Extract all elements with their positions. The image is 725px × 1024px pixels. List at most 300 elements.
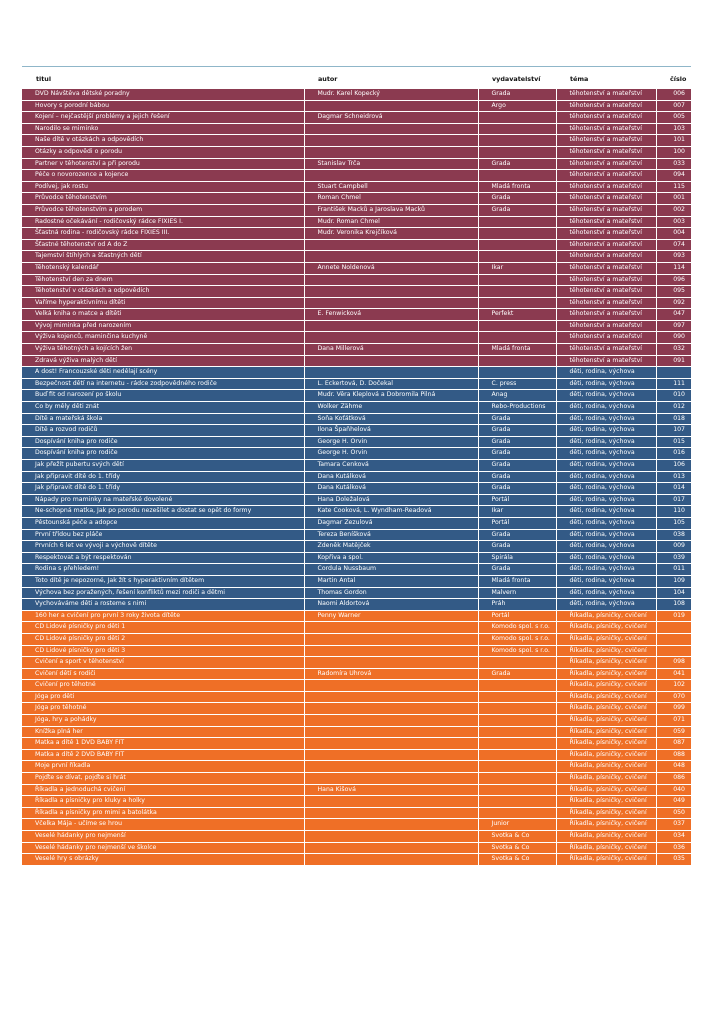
cell-author: L. Eckertová, D. Dočekal bbox=[304, 378, 478, 390]
cell-author: Thomas Gordon bbox=[304, 587, 478, 599]
cell-author bbox=[304, 738, 478, 750]
cell-number: 096 bbox=[656, 274, 691, 286]
cell-number: 016 bbox=[656, 448, 691, 460]
cell-title: Říkadla a písničky pro kluky a holky bbox=[22, 796, 304, 808]
cell-publisher bbox=[478, 355, 556, 367]
cell-topic: těhotenství a mateřství bbox=[556, 100, 656, 112]
cell-topic: děti, rodina, výchova bbox=[556, 483, 656, 495]
cell-author bbox=[304, 355, 478, 367]
table-row bbox=[22, 100, 691, 112]
cell-author bbox=[304, 715, 478, 727]
cell-author bbox=[304, 367, 478, 379]
cell-publisher: Grada bbox=[478, 483, 556, 495]
cell-topic: Říkadla, písničky, cvičení bbox=[556, 854, 656, 866]
book-table bbox=[22, 74, 691, 866]
cell-title: A dost! Francouzské děti nedělají scény bbox=[22, 367, 304, 379]
cell-topic: těhotenství a mateřství bbox=[556, 193, 656, 205]
cell-topic: těhotenství a mateřství bbox=[556, 355, 656, 367]
cell-publisher bbox=[478, 703, 556, 715]
cell-title: Jak připravit dítě do 1. třídy bbox=[22, 471, 304, 483]
cell-author: Wolker Zähme bbox=[304, 402, 478, 414]
table-row bbox=[22, 726, 691, 738]
cell-publisher bbox=[478, 135, 556, 147]
cell-publisher: Anag bbox=[478, 390, 556, 402]
cell-topic: těhotenství a mateřství bbox=[556, 320, 656, 332]
cell-author: Dana Millerová bbox=[304, 344, 478, 356]
table-row bbox=[22, 228, 691, 240]
table-row bbox=[22, 216, 691, 228]
cell-topic: děti, rodina, výchova bbox=[556, 552, 656, 564]
cell-number: 048 bbox=[656, 761, 691, 773]
table-row bbox=[22, 529, 691, 541]
table-row bbox=[22, 749, 691, 761]
cell-topic: děti, rodina, výchova bbox=[556, 517, 656, 529]
cell-number: 050 bbox=[656, 807, 691, 819]
cell-author bbox=[304, 807, 478, 819]
cell-author bbox=[304, 761, 478, 773]
cell-title: Těhotenství den za dnem bbox=[22, 274, 304, 286]
table-row bbox=[22, 146, 691, 158]
cell-author bbox=[304, 773, 478, 785]
table-row bbox=[22, 320, 691, 332]
cell-topic: děti, rodina, výchova bbox=[556, 367, 656, 379]
cell-number: 114 bbox=[656, 262, 691, 274]
table-row bbox=[22, 784, 691, 796]
cell-topic: těhotenství a mateřství bbox=[556, 332, 656, 344]
cell-author: Zdeněk Matějček bbox=[304, 541, 478, 553]
cell-author bbox=[304, 622, 478, 634]
cell-publisher bbox=[478, 773, 556, 785]
cell-author bbox=[304, 274, 478, 286]
table-row bbox=[22, 715, 691, 727]
cell-title: Vaříme hyperaktivnímu dítěti bbox=[22, 297, 304, 309]
cell-number: 103 bbox=[656, 123, 691, 135]
cell-publisher bbox=[478, 239, 556, 251]
cell-topic: děti, rodina, výchova bbox=[556, 564, 656, 576]
cell-topic: Říkadla, písničky, cvičení bbox=[556, 610, 656, 622]
cell-author bbox=[304, 297, 478, 309]
cell-author bbox=[304, 691, 478, 703]
cell-title: Jak připravit dítě do 1. třídy bbox=[22, 483, 304, 495]
cell-publisher: Grada bbox=[478, 529, 556, 541]
cell-number: 097 bbox=[656, 320, 691, 332]
table-row bbox=[22, 483, 691, 495]
cell-number: 105 bbox=[656, 517, 691, 529]
cell-publisher: Grada bbox=[478, 204, 556, 216]
table-row bbox=[22, 112, 691, 124]
cell-author bbox=[304, 819, 478, 831]
cell-number: 010 bbox=[656, 390, 691, 402]
table-row bbox=[22, 286, 691, 298]
cell-number: 108 bbox=[656, 599, 691, 611]
table-row bbox=[22, 471, 691, 483]
cell-author: Kate Cooková, L. Wyndham-Readová bbox=[304, 506, 478, 518]
cell-author bbox=[304, 645, 478, 657]
table-row bbox=[22, 622, 691, 634]
cell-number: 102 bbox=[656, 680, 691, 692]
cell-number: 040 bbox=[656, 784, 691, 796]
cell-publisher: Grada bbox=[478, 460, 556, 472]
cell-title: Jak přežít pubertu svých dětí bbox=[22, 460, 304, 472]
cell-number: 092 bbox=[656, 297, 691, 309]
cell-author: Penny Warner bbox=[304, 610, 478, 622]
table-row bbox=[22, 274, 691, 286]
cell-topic: děti, rodina, výchova bbox=[556, 599, 656, 611]
cell-author bbox=[304, 657, 478, 669]
table-row bbox=[22, 332, 691, 344]
cell-number: 018 bbox=[656, 413, 691, 425]
table-row bbox=[22, 738, 691, 750]
table-row bbox=[22, 807, 691, 819]
cell-publisher bbox=[478, 749, 556, 761]
cell-title: Šťastná rodina - rodičovský rádce FIXIES III. bbox=[22, 228, 304, 240]
cell-topic: děti, rodina, výchova bbox=[556, 587, 656, 599]
cell-topic: těhotenství a mateřství bbox=[556, 286, 656, 298]
cell-title: CD Lidové písničky pro děti 3 bbox=[22, 645, 304, 657]
table-row bbox=[22, 587, 691, 599]
cell-author: E. Fenwicková bbox=[304, 309, 478, 321]
cell-author: George H. Orvin bbox=[304, 436, 478, 448]
cell-number: 014 bbox=[656, 483, 691, 495]
cell-publisher bbox=[478, 680, 556, 692]
cell-title: CD Lidové písničky pro děti 2 bbox=[22, 633, 304, 645]
cell-number: 037 bbox=[656, 819, 691, 831]
cell-title: Jóga pro děti bbox=[22, 691, 304, 703]
table-row bbox=[22, 599, 691, 611]
cell-author bbox=[304, 123, 478, 135]
table-row bbox=[22, 135, 691, 147]
cell-publisher: Spirála bbox=[478, 552, 556, 564]
cell-topic: Říkadla, písničky, cvičení bbox=[556, 738, 656, 750]
cell-author: Mudr. Veronika Krejčíková bbox=[304, 228, 478, 240]
cell-number: 071 bbox=[656, 715, 691, 727]
cell-publisher: Komodo spol. s r.o. bbox=[478, 622, 556, 634]
cell-title: Toto dítě je nepozorné, Jak žít s hyperaktivním dítětem bbox=[22, 575, 304, 587]
cell-author: Roman Chmel bbox=[304, 193, 478, 205]
table-row bbox=[22, 181, 691, 193]
cell-title: Průvodce těhotenstvím bbox=[22, 193, 304, 205]
cell-topic: Říkadla, písničky, cvičení bbox=[556, 726, 656, 738]
cell-topic: těhotenství a mateřství bbox=[556, 239, 656, 251]
cell-publisher: Grada bbox=[478, 471, 556, 483]
cell-author bbox=[304, 680, 478, 692]
cell-publisher bbox=[478, 251, 556, 263]
cell-number: 109 bbox=[656, 575, 691, 587]
cell-title: Podívej, jak rostu bbox=[22, 181, 304, 193]
cell-number bbox=[656, 622, 691, 634]
cell-publisher: Komodo spol. s r.o. bbox=[478, 633, 556, 645]
cell-title: Dospívání kniha pro rodiče bbox=[22, 448, 304, 460]
header-title: titul bbox=[36, 75, 52, 83]
cell-topic: děti, rodina, výchova bbox=[556, 402, 656, 414]
header-topic: téma bbox=[570, 75, 589, 83]
cell-author bbox=[304, 100, 478, 112]
cell-number: 009 bbox=[656, 541, 691, 553]
cell-author bbox=[304, 239, 478, 251]
table-row bbox=[22, 552, 691, 564]
cell-topic: Říkadla, písničky, cvičení bbox=[556, 819, 656, 831]
cell-title: Ne-schopná matka, Jak po porodu nezešílet a dostat se opět do formy bbox=[22, 506, 304, 518]
cell-author: Tamara Cenková bbox=[304, 460, 478, 472]
table-row bbox=[22, 251, 691, 263]
cell-number: 011 bbox=[656, 564, 691, 576]
cell-title: Dítě a mateřská škola bbox=[22, 413, 304, 425]
cell-publisher: Ikar bbox=[478, 262, 556, 274]
cell-topic: těhotenství a mateřství bbox=[556, 146, 656, 158]
cell-title: Zdravá výživa malých dětí bbox=[22, 355, 304, 367]
cell-publisher bbox=[478, 738, 556, 750]
cell-topic: těhotenství a mateřství bbox=[556, 228, 656, 240]
cell-publisher: Portál bbox=[478, 517, 556, 529]
table-row bbox=[22, 517, 691, 529]
cell-title: Cvičení a sport v těhotenství bbox=[22, 657, 304, 669]
cell-author: Dagmar Zezulová bbox=[304, 517, 478, 529]
table-row bbox=[22, 367, 691, 379]
cell-title: Rodina s přehledem! bbox=[22, 564, 304, 576]
top-rule bbox=[22, 66, 691, 67]
cell-number: 104 bbox=[656, 587, 691, 599]
cell-topic: těhotenství a mateřství bbox=[556, 170, 656, 182]
cell-publisher: Svotka & Co bbox=[478, 854, 556, 866]
table-row bbox=[22, 239, 691, 251]
cell-number: 100 bbox=[656, 146, 691, 158]
cell-topic: Říkadla, písničky, cvičení bbox=[556, 831, 656, 843]
cell-author bbox=[304, 135, 478, 147]
cell-number: 017 bbox=[656, 494, 691, 506]
cell-publisher bbox=[478, 691, 556, 703]
cell-author bbox=[304, 854, 478, 866]
cell-topic: děti, rodina, výchova bbox=[556, 436, 656, 448]
cell-topic: těhotenství a mateřství bbox=[556, 89, 656, 100]
cell-publisher: C. press bbox=[478, 378, 556, 390]
cell-topic: těhotenství a mateřství bbox=[556, 181, 656, 193]
cell-number: 036 bbox=[656, 842, 691, 854]
cell-number: 106 bbox=[656, 460, 691, 472]
cell-topic: Říkadla, písničky, cvičení bbox=[556, 622, 656, 634]
cell-title: Dospívání kniha pro rodiče bbox=[22, 436, 304, 448]
cell-publisher: Rebo-Productions bbox=[478, 402, 556, 414]
table-row bbox=[22, 390, 691, 402]
cell-title: CD Lidové písničky pro děti 1 bbox=[22, 622, 304, 634]
cell-title: Naše dítě v otázkách a odpovědích bbox=[22, 135, 304, 147]
cell-title: Moje první říkadla bbox=[22, 761, 304, 773]
cell-number: 032 bbox=[656, 344, 691, 356]
cell-title: Veselé hádanky pro nejmenší ve školce bbox=[22, 842, 304, 854]
cell-author bbox=[304, 703, 478, 715]
cell-number: 095 bbox=[656, 286, 691, 298]
cell-title: Veselé hádanky pro nejmenší bbox=[22, 831, 304, 843]
table-row bbox=[22, 645, 691, 657]
cell-title: Výchova bez poražených, řešení konfliktů mezi rodiči a dětmi bbox=[22, 587, 304, 599]
cell-topic: těhotenství a mateřství bbox=[556, 309, 656, 321]
cell-number: 035 bbox=[656, 854, 691, 866]
cell-author bbox=[304, 286, 478, 298]
table-row bbox=[22, 355, 691, 367]
cell-author bbox=[304, 251, 478, 263]
cell-author: Dana Kutálková bbox=[304, 483, 478, 495]
cell-number: 094 bbox=[656, 170, 691, 182]
cell-publisher bbox=[478, 796, 556, 808]
cell-topic: děti, rodina, výchova bbox=[556, 413, 656, 425]
cell-author: Mudr. Roman Chmel bbox=[304, 216, 478, 228]
cell-topic: Říkadla, písničky, cvičení bbox=[556, 657, 656, 669]
cell-number: 039 bbox=[656, 552, 691, 564]
cell-author: George H. Orvin bbox=[304, 448, 478, 460]
cell-number: 059 bbox=[656, 726, 691, 738]
cell-author: Hana Kišová bbox=[304, 784, 478, 796]
cell-publisher bbox=[478, 274, 556, 286]
header-row bbox=[22, 74, 691, 89]
header-author: autor bbox=[318, 75, 338, 83]
cell-number: 115 bbox=[656, 181, 691, 193]
cell-number: 033 bbox=[656, 158, 691, 170]
cell-author bbox=[304, 332, 478, 344]
cell-title: Buď fit od narození po školu bbox=[22, 390, 304, 402]
table-row bbox=[22, 854, 691, 866]
cell-title: Radostné očekávání - rodičovský rádce FIXIES I. bbox=[22, 216, 304, 228]
cell-topic: Říkadla, písničky, cvičení bbox=[556, 680, 656, 692]
cell-publisher: Portál bbox=[478, 494, 556, 506]
cell-publisher: Práh bbox=[478, 599, 556, 611]
cell-author: Stuart Campbell bbox=[304, 181, 478, 193]
table-row bbox=[22, 204, 691, 216]
cell-author: Cordula Nussbaum bbox=[304, 564, 478, 576]
cell-author: Kopřiva a spol. bbox=[304, 552, 478, 564]
table-row bbox=[22, 448, 691, 460]
cell-title: Pojďte se dívat, pojďte si hrát bbox=[22, 773, 304, 785]
table-row bbox=[22, 309, 691, 321]
table-row bbox=[22, 506, 691, 518]
cell-author: Radomíra Uhrová bbox=[304, 668, 478, 680]
table-row bbox=[22, 170, 691, 182]
cell-publisher: Grada bbox=[478, 158, 556, 170]
cell-title: Říkadla a písničky pro mimi a batolátka bbox=[22, 807, 304, 819]
cell-title: Kojení – nejčastější problémy a jejich řešení bbox=[22, 112, 304, 124]
cell-author bbox=[304, 726, 478, 738]
cell-number: 012 bbox=[656, 402, 691, 414]
cell-publisher: Grada bbox=[478, 193, 556, 205]
cell-publisher: Grada bbox=[478, 436, 556, 448]
table-row bbox=[22, 575, 691, 587]
cell-topic: těhotenství a mateřství bbox=[556, 274, 656, 286]
cell-publisher bbox=[478, 112, 556, 124]
cell-title: Jóga, hry a pohádky bbox=[22, 715, 304, 727]
table-body bbox=[22, 89, 691, 865]
header-publisher: vydavatelství bbox=[492, 75, 541, 83]
cell-publisher: Grada bbox=[478, 541, 556, 553]
cell-publisher bbox=[478, 286, 556, 298]
cell-publisher: Grada bbox=[478, 89, 556, 100]
cell-author: Dagmar Schneidrová bbox=[304, 112, 478, 124]
cell-title: Těhotenský kalendář bbox=[22, 262, 304, 274]
cell-topic: těhotenství a mateřství bbox=[556, 344, 656, 356]
table-row bbox=[22, 773, 691, 785]
cell-number: 003 bbox=[656, 216, 691, 228]
cell-title: Dítě a rozvod rodičů bbox=[22, 425, 304, 437]
table-row bbox=[22, 680, 691, 692]
cell-author: Mudr. Věra Kleplová a Dobromila Pilná bbox=[304, 390, 478, 402]
cell-publisher: Mladá fronta bbox=[478, 575, 556, 587]
cell-topic: těhotenství a mateřství bbox=[556, 251, 656, 263]
cell-topic: děti, rodina, výchova bbox=[556, 541, 656, 553]
cell-publisher bbox=[478, 761, 556, 773]
table-row bbox=[22, 831, 691, 843]
table-row bbox=[22, 819, 691, 831]
cell-publisher bbox=[478, 170, 556, 182]
cell-author bbox=[304, 633, 478, 645]
table-row bbox=[22, 761, 691, 773]
cell-topic: těhotenství a mateřství bbox=[556, 262, 656, 274]
cell-author bbox=[304, 146, 478, 158]
cell-author: Mudr. Karel Kopecký bbox=[304, 89, 478, 100]
cell-topic: těhotenství a mateřství bbox=[556, 123, 656, 135]
cell-author: Ilona Špaňhelová bbox=[304, 425, 478, 437]
cell-title: Otázky a odpovědi o porodu bbox=[22, 146, 304, 158]
cell-number: 093 bbox=[656, 251, 691, 263]
cell-number: 098 bbox=[656, 657, 691, 669]
cell-number: 004 bbox=[656, 228, 691, 240]
book-list-document bbox=[22, 66, 691, 866]
table-row bbox=[22, 796, 691, 808]
table-row bbox=[22, 668, 691, 680]
cell-topic: Říkadla, písničky, cvičení bbox=[556, 691, 656, 703]
table-row bbox=[22, 297, 691, 309]
cell-topic: Říkadla, písničky, cvičení bbox=[556, 703, 656, 715]
cell-author: Hana Doležalová bbox=[304, 494, 478, 506]
table-row bbox=[22, 460, 691, 472]
cell-number: 007 bbox=[656, 100, 691, 112]
cell-title: Včelka Mája - učíme se hrou bbox=[22, 819, 304, 831]
table-row bbox=[22, 413, 691, 425]
cell-number bbox=[656, 367, 691, 379]
cell-title: Cvičení pro těhotné bbox=[22, 680, 304, 692]
cell-author: Martin Antal bbox=[304, 575, 478, 587]
cell-topic: děti, rodina, výchova bbox=[556, 471, 656, 483]
cell-topic: těhotenství a mateřství bbox=[556, 158, 656, 170]
cell-title: Velká kniha o matce a dítěti bbox=[22, 309, 304, 321]
cell-author bbox=[304, 842, 478, 854]
cell-topic: těhotenství a mateřství bbox=[556, 216, 656, 228]
cell-author: František Macků a Jaroslava Macků bbox=[304, 204, 478, 216]
cell-publisher bbox=[478, 228, 556, 240]
cell-topic: děti, rodina, výchova bbox=[556, 448, 656, 460]
cell-author: Annete Noldenová bbox=[304, 262, 478, 274]
cell-publisher: Svotka & Co bbox=[478, 831, 556, 843]
cell-title: Těhotenství v otázkách a odpovědích bbox=[22, 286, 304, 298]
cell-number: 099 bbox=[656, 703, 691, 715]
cell-number: 087 bbox=[656, 738, 691, 750]
cell-number: 110 bbox=[656, 506, 691, 518]
cell-publisher bbox=[478, 320, 556, 332]
table-row bbox=[22, 402, 691, 414]
cell-title: 160 her a cvičení pro první 3 roky života dítěte bbox=[22, 610, 304, 622]
cell-author bbox=[304, 320, 478, 332]
cell-number: 090 bbox=[656, 332, 691, 344]
cell-publisher bbox=[478, 784, 556, 796]
cell-author: Stanislav Trča bbox=[304, 158, 478, 170]
cell-topic: Říkadla, písničky, cvičení bbox=[556, 749, 656, 761]
cell-topic: Říkadla, písničky, cvičení bbox=[556, 796, 656, 808]
cell-topic: děti, rodina, výchova bbox=[556, 425, 656, 437]
cell-title: Výživa těhotných a kojících žen bbox=[22, 344, 304, 356]
cell-author bbox=[304, 831, 478, 843]
cell-number: 088 bbox=[656, 749, 691, 761]
cell-title: Bezpečnost dětí na internetu - rádce zodpovědného rodiče bbox=[22, 378, 304, 390]
cell-title: DVD Návštěva dětské poradny bbox=[22, 89, 304, 100]
cell-author bbox=[304, 170, 478, 182]
cell-title: Péče o novorozence a kojence bbox=[22, 170, 304, 182]
cell-number bbox=[656, 633, 691, 645]
